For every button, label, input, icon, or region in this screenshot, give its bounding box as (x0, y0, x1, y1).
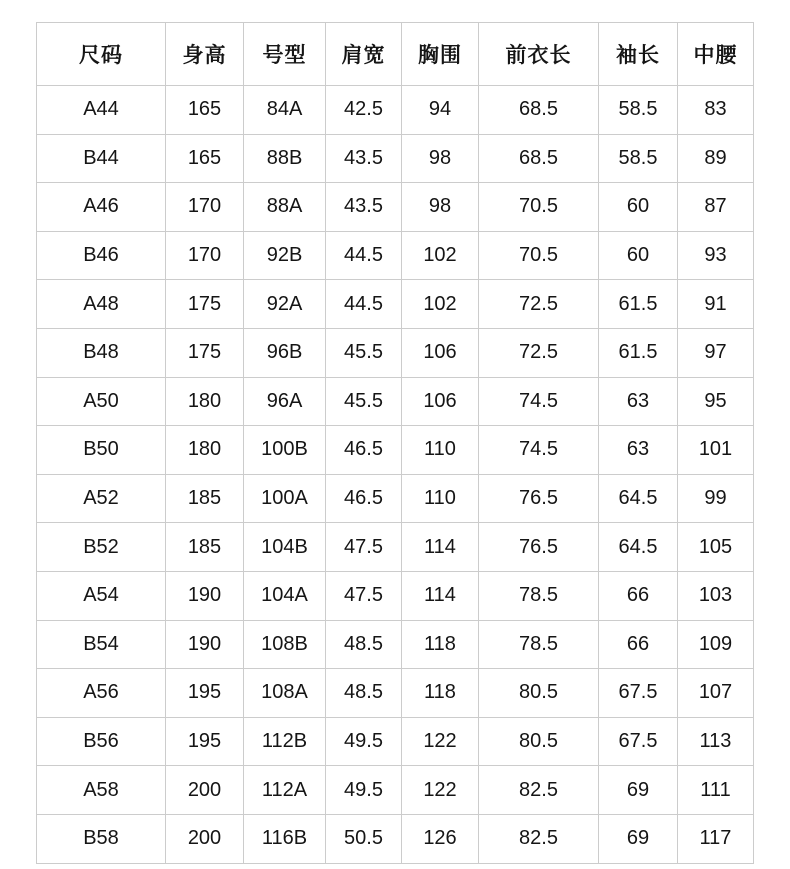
cell: 88B (244, 134, 326, 183)
cell: 116B (244, 814, 326, 863)
cell: A58 (37, 766, 166, 815)
cell: 82.5 (479, 814, 599, 863)
cell: 82.5 (479, 766, 599, 815)
table-row (37, 183, 754, 232)
cell: 70.5 (479, 183, 599, 232)
cell: 118 (402, 620, 479, 669)
cell: 46.5 (326, 474, 402, 523)
table-row (37, 814, 754, 863)
cell: 68.5 (479, 86, 599, 135)
cell: 80.5 (479, 669, 599, 718)
column-header: 号型 (244, 23, 326, 86)
cell: 100B (244, 426, 326, 475)
cell: 114 (402, 523, 479, 572)
cell: 80.5 (479, 717, 599, 766)
cell: 68.5 (479, 134, 599, 183)
cell: A48 (37, 280, 166, 329)
cell: 99 (678, 474, 754, 523)
cell: A52 (37, 474, 166, 523)
cell: 200 (166, 814, 244, 863)
cell: 48.5 (326, 620, 402, 669)
cell: 78.5 (479, 571, 599, 620)
cell: 76.5 (479, 474, 599, 523)
cell: 108A (244, 669, 326, 718)
cell: B48 (37, 328, 166, 377)
table-row (37, 231, 754, 280)
cell: 44.5 (326, 231, 402, 280)
cell: 83 (678, 86, 754, 135)
table-row (37, 426, 754, 475)
cell: 67.5 (599, 717, 678, 766)
cell: 70.5 (479, 231, 599, 280)
cell: 58.5 (599, 86, 678, 135)
cell: 61.5 (599, 328, 678, 377)
table-header (37, 23, 754, 86)
cell: 109 (678, 620, 754, 669)
cell: B50 (37, 426, 166, 475)
cell: 63 (599, 426, 678, 475)
cell: 89 (678, 134, 754, 183)
table-row (37, 669, 754, 718)
cell: 118 (402, 669, 479, 718)
cell: 102 (402, 231, 479, 280)
cell: 94 (402, 86, 479, 135)
cell: 104B (244, 523, 326, 572)
cell: 98 (402, 183, 479, 232)
table-row (37, 86, 754, 135)
table-row (37, 523, 754, 572)
table-row (37, 766, 754, 815)
table-row (37, 280, 754, 329)
cell: 170 (166, 183, 244, 232)
cell: 195 (166, 717, 244, 766)
cell: 74.5 (479, 377, 599, 426)
cell: A46 (37, 183, 166, 232)
table-row (37, 474, 754, 523)
cell: 45.5 (326, 377, 402, 426)
cell: 66 (599, 620, 678, 669)
cell: 102 (402, 280, 479, 329)
cell: A54 (37, 571, 166, 620)
cell: 110 (402, 426, 479, 475)
header-row (37, 23, 754, 86)
column-header: 尺码 (37, 23, 166, 86)
cell: 106 (402, 328, 479, 377)
cell: 88A (244, 183, 326, 232)
cell: A44 (37, 86, 166, 135)
cell: 175 (166, 328, 244, 377)
cell: 165 (166, 86, 244, 135)
table-row (37, 620, 754, 669)
cell: 60 (599, 231, 678, 280)
cell: 76.5 (479, 523, 599, 572)
cell: 98 (402, 134, 479, 183)
cell: B52 (37, 523, 166, 572)
cell: 45.5 (326, 328, 402, 377)
cell: 69 (599, 766, 678, 815)
cell: 103 (678, 571, 754, 620)
cell: A50 (37, 377, 166, 426)
cell: B44 (37, 134, 166, 183)
cell: 185 (166, 474, 244, 523)
table-row (37, 377, 754, 426)
cell: 67.5 (599, 669, 678, 718)
cell: 122 (402, 766, 479, 815)
cell: 165 (166, 134, 244, 183)
cell: 74.5 (479, 426, 599, 475)
cell: 190 (166, 620, 244, 669)
cell: 48.5 (326, 669, 402, 718)
cell: B54 (37, 620, 166, 669)
column-header: 中腰 (678, 23, 754, 86)
cell: 97 (678, 328, 754, 377)
cell: 110 (402, 474, 479, 523)
cell: 87 (678, 183, 754, 232)
cell: 185 (166, 523, 244, 572)
cell: 114 (402, 571, 479, 620)
cell: 92B (244, 231, 326, 280)
cell: 101 (678, 426, 754, 475)
cell: 100A (244, 474, 326, 523)
cell: 61.5 (599, 280, 678, 329)
cell: 112A (244, 766, 326, 815)
cell: 43.5 (326, 134, 402, 183)
table-row (37, 571, 754, 620)
cell: 96A (244, 377, 326, 426)
cell: 104A (244, 571, 326, 620)
cell: 126 (402, 814, 479, 863)
cell: 170 (166, 231, 244, 280)
cell: 72.5 (479, 280, 599, 329)
cell: 92A (244, 280, 326, 329)
cell: 95 (678, 377, 754, 426)
cell: 78.5 (479, 620, 599, 669)
cell: 49.5 (326, 766, 402, 815)
cell: 58.5 (599, 134, 678, 183)
cell: 60 (599, 183, 678, 232)
cell: 66 (599, 571, 678, 620)
cell: 63 (599, 377, 678, 426)
cell: 105 (678, 523, 754, 572)
cell: B46 (37, 231, 166, 280)
cell: 117 (678, 814, 754, 863)
cell: 44.5 (326, 280, 402, 329)
cell: 107 (678, 669, 754, 718)
table-row (37, 717, 754, 766)
cell: 47.5 (326, 523, 402, 572)
cell: 43.5 (326, 183, 402, 232)
cell: B56 (37, 717, 166, 766)
cell: 122 (402, 717, 479, 766)
cell: 111 (678, 766, 754, 815)
cell: 47.5 (326, 571, 402, 620)
cell: 93 (678, 231, 754, 280)
cell: 72.5 (479, 328, 599, 377)
cell: 96B (244, 328, 326, 377)
cell: 180 (166, 377, 244, 426)
cell: 91 (678, 280, 754, 329)
column-header: 前衣长 (479, 23, 599, 86)
cell: 190 (166, 571, 244, 620)
cell: 175 (166, 280, 244, 329)
cell: 112B (244, 717, 326, 766)
table-row (37, 328, 754, 377)
cell: 84A (244, 86, 326, 135)
cell: 46.5 (326, 426, 402, 475)
cell: 113 (678, 717, 754, 766)
cell: 49.5 (326, 717, 402, 766)
cell: 180 (166, 426, 244, 475)
cell: B58 (37, 814, 166, 863)
cell: 64.5 (599, 523, 678, 572)
table-row (37, 134, 754, 183)
cell: A56 (37, 669, 166, 718)
column-header: 胸围 (402, 23, 479, 86)
cell: 108B (244, 620, 326, 669)
cell: 42.5 (326, 86, 402, 135)
column-header: 袖长 (599, 23, 678, 86)
cell: 50.5 (326, 814, 402, 863)
size-chart-table (36, 22, 754, 864)
table-body (37, 86, 754, 864)
cell: 69 (599, 814, 678, 863)
cell: 195 (166, 669, 244, 718)
column-header: 肩宽 (326, 23, 402, 86)
cell: 200 (166, 766, 244, 815)
cell: 106 (402, 377, 479, 426)
column-header: 身高 (166, 23, 244, 86)
cell: 64.5 (599, 474, 678, 523)
